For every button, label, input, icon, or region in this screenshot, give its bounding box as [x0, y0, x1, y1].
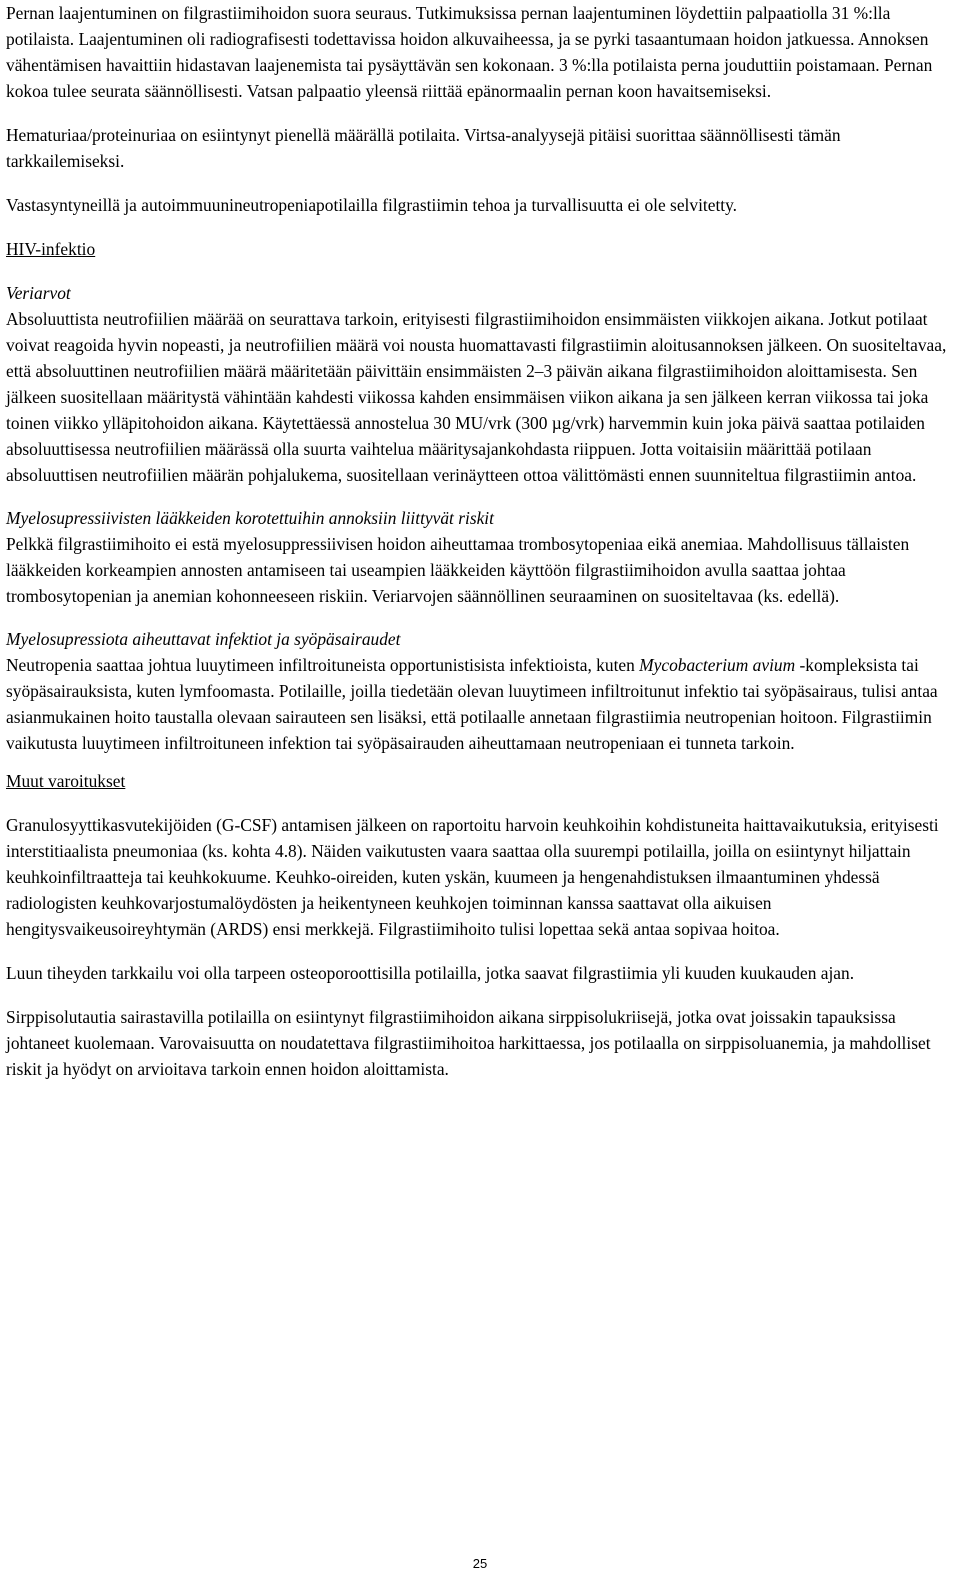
- section-heading-hiv: HIV-infektio: [6, 239, 96, 259]
- paragraph-myelosuppressive-doses: Pelkkä filgrastiimihoito ei estä myelosuppressiivisen hoidon aiheuttamaa trombosytopeniaa eikä anemiaa. Mahdollisuus tällaisten lääkkeiden korkeampien annosten antamiseen tai useampien lääkkeiden käyttöön filgrastiimihoidon avulla saattaa johtaa trombosytopenian ja anemian kohonneeseen riskiin. Veriarvojen säännöllinen seuraaminen on suositeltavaa (ks. edellä).: [6, 534, 910, 606]
- subheading-myelosuppressive-doses: Myelosupressiivisten lääkkeiden korotettuihin annoksiin liittyvät riskit: [6, 508, 494, 528]
- paragraph-infections-start: Neutropenia saattaa johtua luuytimeen infiltroituneista opportunistisista infektioista, kuten: [6, 655, 640, 675]
- section-heading-other-warnings: Muut varoitukset: [6, 771, 126, 791]
- paragraph-infections-malignancies: [6, 652, 952, 756]
- document-page: [6, 0, 952, 1082]
- paragraph-hematuria: Hematuriaa/proteinuriaa on esiintynyt pienellä määrällä potilaita. Virtsa-analyysejä pitäisi suorittaa säännöllisesti tämän tarkkailemiseksi.: [6, 125, 841, 171]
- subheading-infections-malignancies: Myelosupressiota aiheuttavat infektiot ja syöpäsairaudet: [6, 629, 401, 649]
- subheading-blood-values: Veriarvot: [6, 283, 71, 303]
- paragraph-spleen: Pernan laajentuminen on filgrastiimihoidon suora seuraus. Tutkimuksissa pernan laajentuminen löydettiin palpaatiolla 31 %:lla potilaista. Laajentuminen oli radiografisesti todettavissa hoidon alkuvaiheessa, ja se pyrki tasaantumaan hoidon jatkuessa. Annoksen vähentämisen havaittiin hidastavan laajenemista tai pysäyttävän sen kokonaan. 3 %:lla potilaista perna jouduttiin poistamaan. Pernan kokoa tulee seurata säännöllisesti. Vatsan palpaatio yleensä riittää epänormaalin pernan koon havaitsemiseksi.: [6, 3, 933, 101]
- paragraph-gcsf: Granulosyyttikasvutekijöiden (G-CSF) antamisen jälkeen on raportoitu harvoin keuhkoihin kohdistuneita haittavaikutuksia, erityisesti interstitiaalista pneumoniaa (ks. kohta 4.8). Näiden vaikutusten vaara saattaa olla suurempi potilailla, joilla on esiintynyt hiljattain keuhkoinfiltraatteja tai keuhkokuume. Keuhko-oireiden, kuten yskän, kuumeen ja hengenahdistuksen ilmaantuminen yhdessä radiologisten keuhkovarjostumalöydösten ja heikentyneen keuhkojen toiminnan kanssa saattavat olla aikuisen hengitysvaikeusoireyhtymän (ARDS) ensi merkkejä. Filgrastiimihoito tulisi lopettaa sekä antaa sopivaa hoitoa.: [6, 815, 939, 939]
- paragraph-infections-end: -kompleksista tai syöpäsairauksista, kuten lymfoomasta. Potilaille, joilla tiedetään olevan luuytimeen infiltroitunut infektio tai syöpäsairaus, tulisi antaa asianmukainen hoito taustalla olevaan sairauteen sen lisäksi, että potilaalle annetaan filgrastiimia neutropenian hoitoon. Filgrastiimin vaikutusta luuytimeen infiltroituneen infektion tai syöpäsairauden aiheuttamaan neutropeniaan ei tunneta tarkoin.: [6, 655, 938, 753]
- paragraph-bone-density: Luun tiheyden tarkkailu voi olla tarpeen osteoporoottisilla potilailla, jotka saavat filgrastiimia yli kuuden kuukauden ajan.: [6, 963, 855, 983]
- mycobacterium-term: Mycobacterium avium: [639, 655, 796, 675]
- paragraph-blood-values: Absoluuttista neutrofiilien määrää on seurattava tarkoin, erityisesti filgrastiimihoidon ensimmäisten viikkojen aikana. Jotkut potilaat voivat reagoida hyvin nopeasti, ja neutrofiilien määrä voi nousta huomattavasti filgrastiimin aloitusannoksen jälkeen. On suositeltavaa, että absoluuttinen neutrofiilien määrä määritetään päivittäin ensimmäisten 2–3 päivän aikana filgrastiimihoidon aloittamisesta. Sen jälkeen suositellaan määritystä vähintään kahdesti viikossa kahden ensimmäisen viikon aikana ja sen jälkeen kerran viikossa tai joka toinen viikko ylläpitohoidon aikana. Käytettäessä annostelua 30 MU/vrk (300 µg/vrk) harvemmin kuin joka päivä saattaa potilaiden absoluuttisessa neutrofiilien määrässä olla suurta vaihtelua määritysajankohdasta riippuen. Jotta voitaisiin määrittää potilaan absoluuttisen neutrofiilien määrän pohjalukema, suositellaan verinäytteen ottoa välittömästi ennen suunniteltua filgrastiimin antoa.: [6, 309, 947, 485]
- paragraph-newborns: Vastasyntyneillä ja autoimmuunineutropeniapotilailla filgrastiimin tehoa ja turvallisuutta ei ole selvitetty.: [6, 195, 738, 215]
- paragraph-sickle-cell: Sirppisolutautia sairastavilla potilailla on esiintynyt filgrastiimihoidon aikana sirppisolukriisejä, jotka ovat joissakin tapauksissa johtaneet kuolemaan. Varovaisuutta on noudatettava filgrastiimihoitoa harkittaessa, jos potilaalla on sirppisoluanemia, ja mahdolliset riskit ja hyödyt on arvioitava tarkoin ennen hoidon aloittamista.: [6, 1007, 931, 1079]
- page-number: 25: [472, 1556, 488, 1571]
